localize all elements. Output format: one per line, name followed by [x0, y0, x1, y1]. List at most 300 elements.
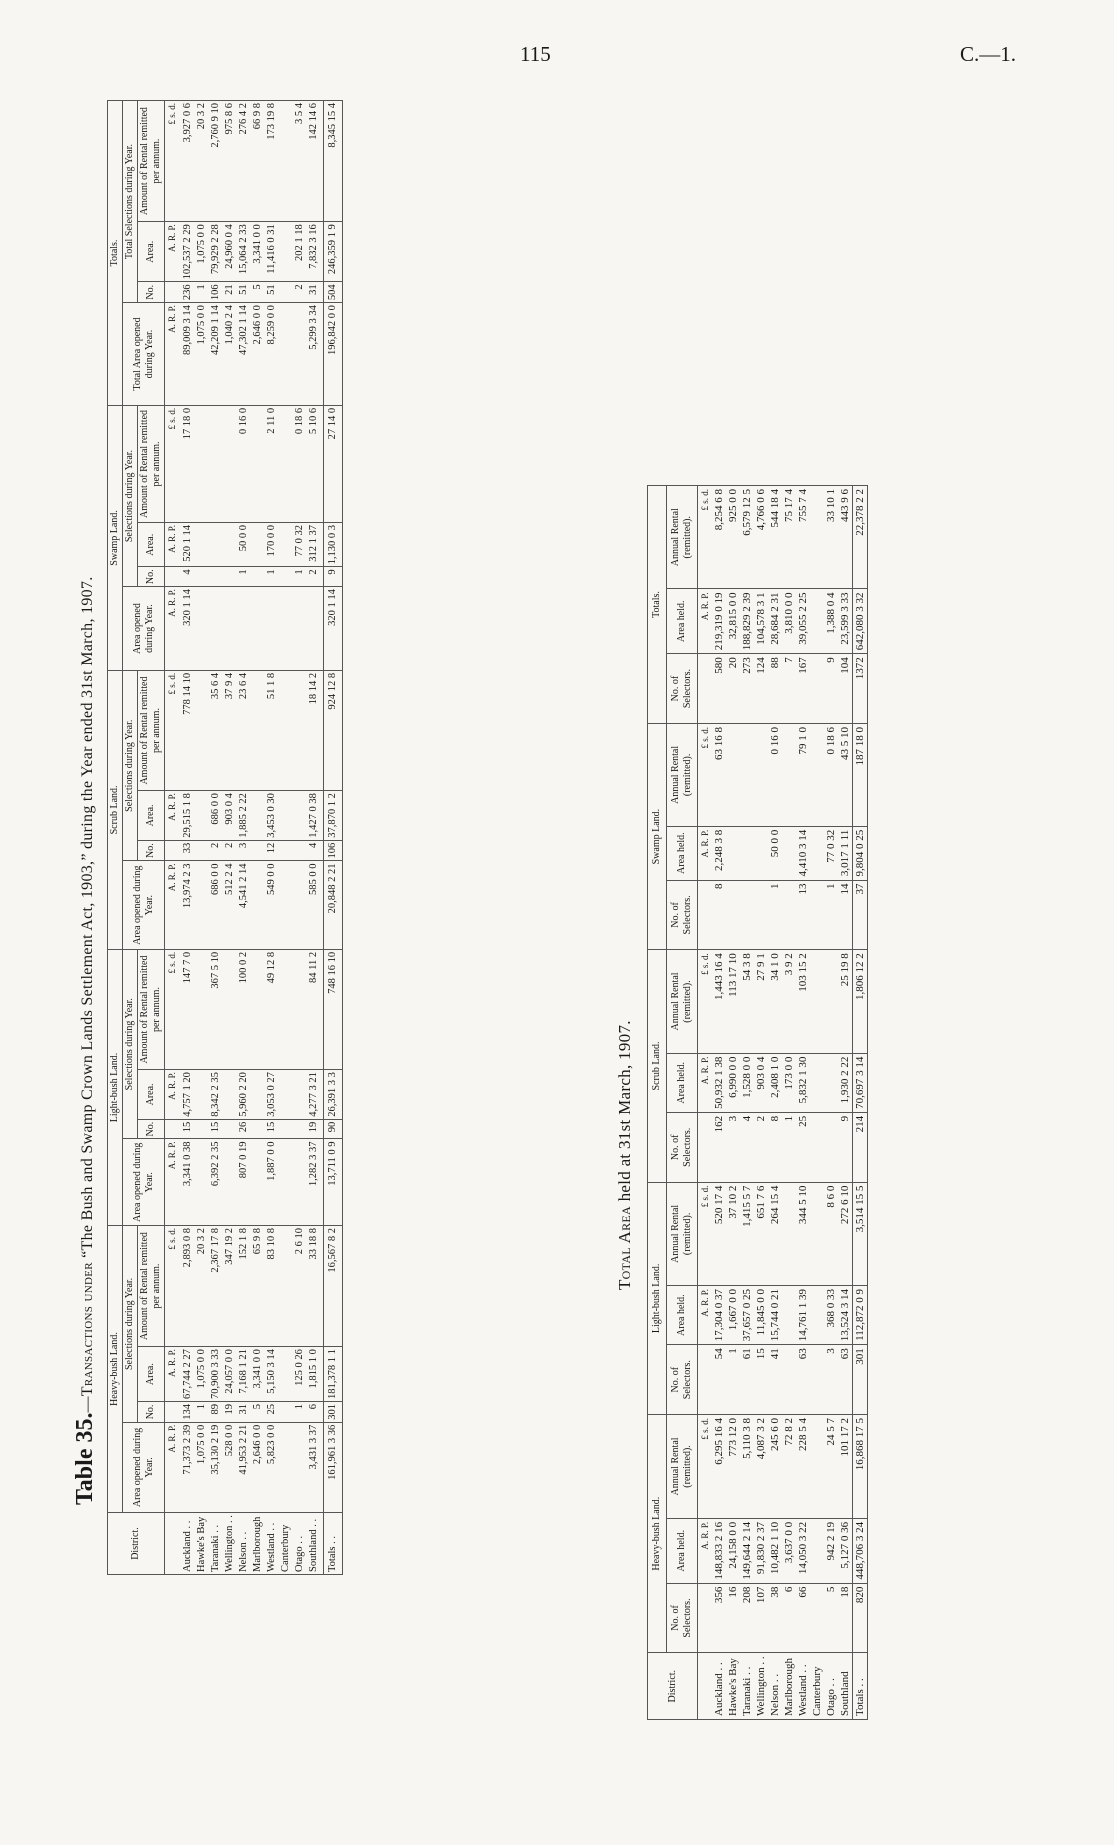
- area-header: Area.: [138, 222, 165, 282]
- value-cell: 66: [796, 1583, 810, 1653]
- value-cell: 33 10 1: [824, 486, 838, 589]
- value-cell: 1: [265, 567, 279, 587]
- value-cell: [279, 567, 293, 587]
- value-cell: 107: [754, 1583, 768, 1653]
- value-cell: 2: [209, 840, 223, 861]
- no-header: No.: [138, 840, 165, 861]
- value-cell: 71,373 2 39: [179, 1422, 195, 1512]
- unit-cell: A. R. P.: [165, 861, 180, 949]
- district-header: District.: [648, 1653, 698, 1720]
- value-cell: 3: [237, 840, 251, 861]
- value-cell: 16,567 8 2: [324, 1226, 343, 1347]
- value-cell: [810, 723, 824, 826]
- value-cell: 5,110 3 8: [740, 1415, 754, 1519]
- value-cell: 6: [782, 1583, 796, 1653]
- value-cell: 273: [740, 654, 754, 724]
- value-cell: 2,408 1 0: [768, 1053, 782, 1112]
- value-cell: 22,378 2 2: [853, 486, 868, 589]
- value-cell: [251, 1139, 265, 1226]
- value-cell: [279, 405, 293, 522]
- unit-cell: [165, 282, 180, 303]
- value-cell: 51: [237, 282, 251, 303]
- value-cell: 773 12 0: [726, 1415, 740, 1519]
- value-cell: 20: [726, 654, 740, 724]
- totals-row: [853, 486, 868, 1720]
- selectors-header: No. of Selectors.: [667, 654, 698, 724]
- value-cell: [195, 587, 209, 671]
- value-cell: 49 12 8: [265, 949, 279, 1069]
- value-cell: 90: [324, 1119, 343, 1139]
- value-cell: [824, 950, 838, 1053]
- selectors-header: No. of Selectors.: [667, 880, 698, 950]
- value-cell: 2,893 0 8: [179, 1226, 195, 1347]
- value-cell: [209, 523, 223, 567]
- rental-header: Annual Rental (remitted).: [667, 1182, 698, 1285]
- value-cell: 1,930 2 22: [838, 1053, 853, 1112]
- district-cell: Auckland . .: [712, 1653, 726, 1720]
- rental-header: Amount of Rental remitted per annum.: [138, 405, 165, 522]
- value-cell: 8: [768, 1112, 782, 1182]
- value-cell: 24 5 7: [824, 1415, 838, 1519]
- value-cell: 19: [223, 1402, 237, 1423]
- value-cell: 3 5 4: [293, 101, 307, 222]
- table-row: [179, 101, 195, 1575]
- unit-cell: [698, 1583, 713, 1653]
- unit-cell: £ s. d.: [165, 101, 180, 222]
- value-cell: [293, 670, 307, 790]
- value-cell: 20 3 2: [195, 101, 209, 222]
- group-heavy-bush: Heavy-bush Land.: [648, 1415, 667, 1653]
- value-cell: [726, 723, 740, 826]
- value-cell: [251, 791, 265, 841]
- table-row: [251, 101, 265, 1575]
- value-cell: [279, 222, 293, 282]
- value-cell: [810, 826, 824, 880]
- value-cell: 7,832 3 16: [307, 222, 324, 282]
- value-cell: 54 3 8: [740, 950, 754, 1053]
- value-cell: 18: [838, 1583, 853, 1653]
- table-row: [740, 486, 754, 1720]
- value-cell: 66 9 8: [251, 101, 265, 222]
- area-header: Area.: [138, 791, 165, 841]
- value-cell: 347 19 2: [223, 1226, 237, 1347]
- value-cell: 1,528 0 0: [740, 1053, 754, 1112]
- value-cell: [810, 589, 824, 654]
- units-row: [165, 101, 180, 1575]
- value-cell: 443 9 6: [838, 486, 853, 589]
- unit-cell: [165, 840, 180, 861]
- value-cell: 5,832 1 30: [796, 1053, 810, 1112]
- value-cell: [195, 1119, 209, 1139]
- value-cell: 15,744 0 21: [768, 1286, 782, 1345]
- table-row: [195, 101, 209, 1575]
- value-cell: 276 4 2: [237, 101, 251, 222]
- value-cell: 149,644 2 14: [740, 1518, 754, 1583]
- value-cell: [293, 861, 307, 949]
- value-cell: [223, 523, 237, 567]
- value-cell: [279, 1402, 293, 1423]
- value-cell: [810, 950, 824, 1053]
- value-cell: [810, 1182, 824, 1285]
- unit-cell: A. R. P.: [165, 1070, 180, 1120]
- total-selections-header: Total Selections during Year.: [123, 101, 138, 303]
- district-cell: Westland . .: [796, 1653, 810, 1720]
- table-row: [223, 101, 237, 1575]
- value-cell: 32,815 0 0: [726, 589, 740, 654]
- value-cell: 219,319 0 19: [712, 589, 726, 654]
- value-cell: 512 2 4: [223, 861, 237, 949]
- value-cell: 3,431 3 37: [307, 1422, 324, 1512]
- value-cell: 161,961 3 36: [324, 1422, 343, 1512]
- value-cell: [279, 1422, 293, 1512]
- value-cell: 100 0 2: [237, 949, 251, 1069]
- value-cell: 15: [209, 1119, 223, 1139]
- value-cell: 4: [179, 567, 195, 587]
- value-cell: 31: [237, 1402, 251, 1423]
- value-cell: 63 16 8: [712, 723, 726, 826]
- unit-cell: [165, 567, 180, 587]
- value-cell: [209, 405, 223, 522]
- value-cell: 1,075 0 0: [195, 303, 209, 406]
- value-cell: 43 5 10: [838, 723, 853, 826]
- value-cell: [195, 791, 209, 841]
- value-cell: [279, 282, 293, 303]
- unit-cell: A. R. P.: [165, 303, 180, 406]
- value-cell: 15: [179, 1119, 195, 1139]
- value-cell: [209, 587, 223, 671]
- value-cell: [293, 1070, 307, 1120]
- selections-header: Selections during Year.: [123, 949, 138, 1139]
- value-cell: 1,075 0 0: [195, 1347, 209, 1402]
- value-cell: 5: [251, 282, 265, 303]
- value-cell: 24,158 0 0: [726, 1518, 740, 1583]
- value-cell: 1: [824, 880, 838, 950]
- value-cell: 7,168 1 21: [237, 1347, 251, 1402]
- value-cell: 580: [712, 654, 726, 724]
- value-cell: 807 0 19: [237, 1139, 251, 1226]
- value-cell: 5,960 2 20: [237, 1070, 251, 1120]
- value-cell: 1: [768, 880, 782, 950]
- unit-cell: A. R. P.: [698, 1518, 713, 1583]
- value-cell: 4,087 3 2: [754, 1415, 768, 1519]
- area-held-header: Area held.: [667, 1286, 698, 1345]
- value-cell: 106: [324, 840, 343, 861]
- value-cell: [195, 861, 209, 949]
- unit-cell: A. R. P.: [165, 1347, 180, 1402]
- value-cell: 367 5 10: [209, 949, 223, 1069]
- value-cell: 1,887 0 0: [265, 1139, 279, 1226]
- area-opened-header: Area opened during Year.: [123, 861, 165, 949]
- value-cell: 6: [307, 1402, 324, 1423]
- value-cell: [726, 880, 740, 950]
- value-cell: 18 14 2: [307, 670, 324, 790]
- value-cell: 14,761 1 39: [796, 1286, 810, 1345]
- table-row: [293, 101, 307, 1575]
- value-cell: 79 1 0: [796, 723, 810, 826]
- value-cell: 2: [307, 567, 324, 587]
- table-row: [782, 486, 796, 1720]
- district-cell: Hawke's Bay: [195, 1513, 209, 1575]
- value-cell: [810, 1583, 824, 1653]
- value-cell: [195, 523, 209, 567]
- district-cell: [165, 1513, 180, 1575]
- rental-header: Amount of Rental remitted per annum.: [138, 1226, 165, 1347]
- value-cell: 77 0 32: [824, 826, 838, 880]
- value-cell: 14,050 3 22: [796, 1518, 810, 1583]
- value-cell: 89: [209, 1402, 223, 1423]
- value-cell: 301: [853, 1345, 868, 1415]
- value-cell: 14: [838, 880, 853, 950]
- unit-cell: A. R. P.: [165, 222, 180, 282]
- value-cell: 2: [754, 1112, 768, 1182]
- value-cell: 651 7 6: [754, 1182, 768, 1285]
- value-cell: 1372: [853, 654, 868, 724]
- value-cell: [810, 654, 824, 724]
- value-cell: 79,929 2 28: [209, 222, 223, 282]
- value-cell: 4: [740, 1112, 754, 1182]
- value-cell: 124: [754, 654, 768, 724]
- value-cell: 686 0 0: [209, 791, 223, 841]
- group-light-bush: Light-bush Land.: [108, 949, 123, 1225]
- area-header: Area.: [138, 1347, 165, 1402]
- value-cell: 39,055 2 25: [796, 589, 810, 654]
- unit-cell: [698, 1345, 713, 1415]
- area-held-header: Area held.: [667, 589, 698, 654]
- district-cell: Marlborough: [782, 1653, 796, 1720]
- value-cell: 6,392 2 35: [209, 1139, 223, 1226]
- value-cell: 15: [265, 1119, 279, 1139]
- value-cell: 17,304 0 37: [712, 1286, 726, 1345]
- value-cell: 33: [179, 840, 195, 861]
- value-cell: 3,053 0 27: [265, 1070, 279, 1120]
- value-cell: 0 16 0: [237, 405, 251, 522]
- value-cell: 975 8 6: [223, 101, 237, 222]
- unit-cell: A. R. P.: [698, 1286, 713, 1345]
- value-cell: 8,345 15 4: [324, 101, 343, 222]
- value-cell: [754, 723, 768, 826]
- value-cell: [237, 587, 251, 671]
- value-cell: 924 12 8: [324, 670, 343, 790]
- value-cell: 5,127 0 36: [838, 1518, 853, 1583]
- no-header: No.: [138, 1119, 165, 1139]
- table-35-title: [72, 100, 99, 1505]
- table-row: [712, 486, 726, 1720]
- unit-cell: [698, 1112, 713, 1182]
- area-opened-header: Area opened during Year.: [123, 587, 165, 671]
- units-row: [698, 486, 713, 1720]
- value-cell: [293, 1119, 307, 1139]
- value-cell: 29,515 1 8: [179, 791, 195, 841]
- value-cell: [251, 670, 265, 790]
- value-cell: 25: [796, 1112, 810, 1182]
- value-cell: [251, 523, 265, 567]
- value-cell: [195, 1139, 209, 1226]
- value-cell: [251, 861, 265, 949]
- unit-cell: £ s. d.: [698, 486, 713, 589]
- value-cell: 15: [754, 1345, 768, 1415]
- value-cell: 16: [726, 1583, 740, 1653]
- value-cell: 1,282 3 37: [307, 1139, 324, 1226]
- value-cell: 125 0 26: [293, 1347, 307, 1402]
- value-cell: 4,766 0 6: [754, 486, 768, 589]
- group-heavy-bush: Heavy-bush Land.: [108, 1226, 123, 1513]
- value-cell: 6,990 0 0: [726, 1053, 740, 1112]
- value-cell: 3,927 0 6: [179, 101, 195, 222]
- value-cell: 344 5 10: [796, 1182, 810, 1285]
- selections-header: Selections during Year.: [123, 405, 138, 586]
- unit-cell: £ s. d.: [165, 670, 180, 790]
- value-cell: 83 10 8: [265, 1226, 279, 1347]
- value-cell: 1,075 0 0: [195, 1422, 209, 1512]
- value-cell: 16,868 17 5: [853, 1415, 868, 1519]
- value-cell: 0 18 6: [293, 405, 307, 522]
- total-area-table: [647, 485, 868, 1720]
- value-cell: 75 17 4: [782, 486, 796, 589]
- value-cell: 246,359 1 9: [324, 222, 343, 282]
- value-cell: 148,833 2 16: [712, 1518, 726, 1583]
- value-cell: [824, 1112, 838, 1182]
- table-35-block: [72, 100, 562, 1575]
- rental-header: Amount of Rental remitted per annum.: [138, 949, 165, 1069]
- unit-cell: [165, 1402, 180, 1423]
- value-cell: 2,760 9 10: [209, 101, 223, 222]
- value-cell: [251, 405, 265, 522]
- table-35-title-prefix: —Transactions under: [79, 1262, 96, 1413]
- value-cell: [740, 826, 754, 880]
- district-cell: Totals . .: [853, 1653, 868, 1720]
- unit-cell: A. R. P.: [165, 523, 180, 567]
- value-cell: [810, 1415, 824, 1519]
- value-cell: 8: [712, 880, 726, 950]
- value-cell: 748 16 10: [324, 949, 343, 1069]
- unit-cell: [698, 654, 713, 724]
- area-opened-header: Area opened during Year.: [123, 1422, 165, 1512]
- value-cell: 2,646 0 0: [251, 303, 265, 406]
- area-held-header: Area held.: [667, 826, 698, 880]
- value-cell: 11,416 0 31: [265, 222, 279, 282]
- value-cell: 21: [223, 282, 237, 303]
- page-number: 115: [520, 42, 551, 66]
- value-cell: 6,579 12 5: [740, 486, 754, 589]
- value-cell: 778 14 10: [179, 670, 195, 790]
- unit-cell: A. R. P.: [165, 1422, 180, 1512]
- total-area-opened-header: Total Area opened during Year.: [123, 303, 165, 406]
- value-cell: 520 17 4: [712, 1182, 726, 1285]
- value-cell: 1,130 0 3: [324, 523, 343, 567]
- value-cell: 925 0 0: [726, 486, 740, 589]
- no-header: No.: [138, 567, 165, 587]
- district-cell: Westland . .: [265, 1513, 279, 1575]
- value-cell: 3,341 0 0: [251, 1347, 265, 1402]
- value-cell: [223, 587, 237, 671]
- value-cell: [782, 1182, 796, 1285]
- value-cell: [293, 1422, 307, 1512]
- group-light-bush: Light-bush Land.: [648, 1182, 667, 1414]
- value-cell: 3,637 0 0: [782, 1518, 796, 1583]
- value-cell: 9: [824, 654, 838, 724]
- district-cell: Hawke's Bay: [726, 1653, 740, 1720]
- value-cell: 37 9 4: [223, 670, 237, 790]
- value-cell: 6,295 16 4: [712, 1415, 726, 1519]
- total-area-body: [698, 486, 868, 1720]
- value-cell: 50 0 0: [768, 826, 782, 880]
- value-cell: 1,075 0 0: [195, 222, 209, 282]
- value-cell: [726, 826, 740, 880]
- value-cell: 2 6 10: [293, 1226, 307, 1347]
- totals-row: [324, 101, 343, 1575]
- value-cell: 47,302 1 14: [237, 303, 251, 406]
- value-cell: [195, 567, 209, 587]
- total-area-title-rest: held at 31st March, 1907.: [615, 1020, 634, 1206]
- value-cell: 41: [768, 1345, 782, 1415]
- value-cell: 25: [265, 1402, 279, 1423]
- value-cell: [782, 723, 796, 826]
- value-cell: [279, 1139, 293, 1226]
- unit-cell: A. R. P.: [165, 791, 180, 841]
- value-cell: [279, 1347, 293, 1402]
- value-cell: 1,427 0 38: [307, 791, 324, 841]
- value-cell: 5: [251, 1402, 265, 1423]
- value-cell: 1,667 0 0: [726, 1286, 740, 1345]
- value-cell: 4,541 2 14: [237, 861, 251, 949]
- value-cell: 106: [209, 282, 223, 303]
- value-cell: 41,953 2 21: [237, 1422, 251, 1512]
- value-cell: [195, 670, 209, 790]
- unit-cell: £ s. d.: [698, 1182, 713, 1285]
- value-cell: 549 0 0: [265, 861, 279, 949]
- value-cell: [279, 303, 293, 406]
- value-cell: 24,057 0 0: [223, 1347, 237, 1402]
- value-cell: 12: [265, 840, 279, 861]
- total-area-title: [615, 485, 635, 1290]
- value-cell: 2,367 17 8: [209, 1226, 223, 1347]
- rental-header: Amount of Rental remitted per annum.: [138, 101, 165, 222]
- value-cell: 17 18 0: [179, 405, 195, 522]
- value-cell: 162: [712, 1112, 726, 1182]
- selections-header: Selections during Year.: [123, 1226, 138, 1423]
- value-cell: [754, 880, 768, 950]
- value-cell: [279, 791, 293, 841]
- value-cell: 2,646 0 0: [251, 1422, 265, 1512]
- value-cell: [279, 1119, 293, 1139]
- value-cell: [223, 567, 237, 587]
- value-cell: 27 14 0: [324, 405, 343, 522]
- value-cell: 25 19 8: [838, 950, 853, 1053]
- value-cell: 320 1 14: [179, 587, 195, 671]
- rental-header: Annual Rental (remitted).: [667, 950, 698, 1053]
- value-cell: [810, 1286, 824, 1345]
- table-row: [824, 486, 838, 1720]
- value-cell: 188,829 2 39: [740, 589, 754, 654]
- value-cell: 91,830 2 37: [754, 1518, 768, 1583]
- value-cell: [251, 1119, 265, 1139]
- value-cell: 13,711 0 9: [324, 1139, 343, 1226]
- value-cell: [195, 949, 209, 1069]
- value-cell: 50 0 0: [237, 523, 251, 567]
- value-cell: 1: [195, 282, 209, 303]
- value-cell: 4,410 3 14: [796, 826, 810, 880]
- value-cell: [293, 791, 307, 841]
- value-cell: [279, 523, 293, 567]
- value-cell: 65 9 8: [251, 1226, 265, 1347]
- value-cell: [293, 1139, 307, 1226]
- value-cell: 13: [796, 880, 810, 950]
- value-cell: 37 10 2: [726, 1182, 740, 1285]
- value-cell: 9: [838, 1112, 853, 1182]
- area-held-header: Area held.: [667, 1518, 698, 1583]
- group-swamp: Swamp Land.: [108, 405, 123, 670]
- value-cell: 77 0 32: [293, 523, 307, 567]
